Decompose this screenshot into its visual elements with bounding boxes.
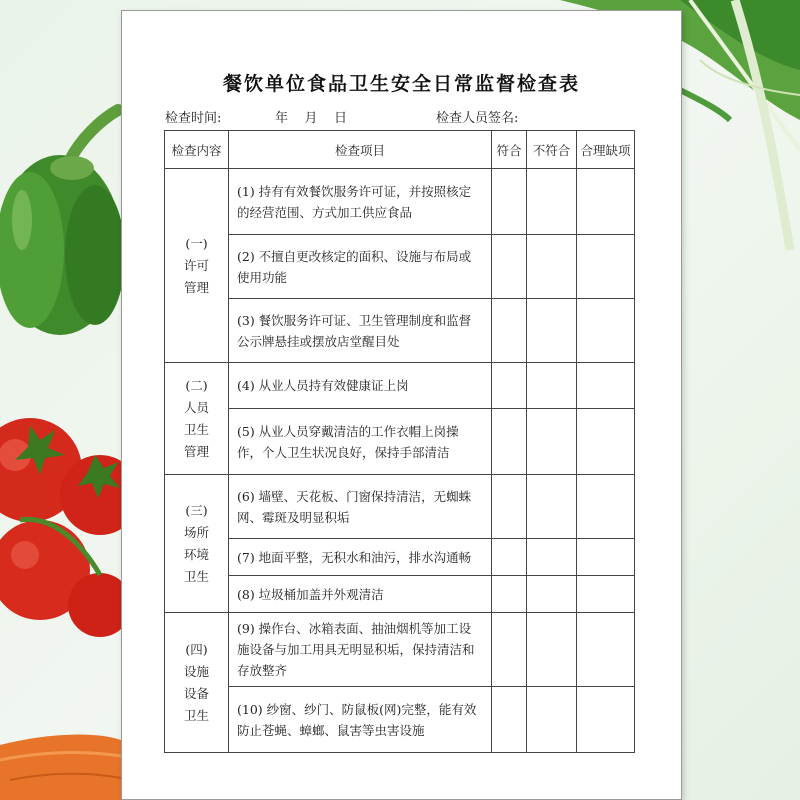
table-row <box>165 363 635 409</box>
category-label: 卫生 <box>183 421 209 437</box>
category-label: 设备 <box>183 685 209 701</box>
nonconform-checkbox-cell[interactable] <box>527 363 577 409</box>
header-conform: 符合 <box>492 131 527 169</box>
table-row <box>165 576 635 613</box>
conform-checkbox-cell[interactable] <box>492 475 527 539</box>
table-row <box>165 613 635 687</box>
reasonable-missing-checkbox-cell[interactable] <box>577 363 635 409</box>
category-label: 卫生 <box>183 707 209 723</box>
carrot-icon <box>0 735 121 800</box>
conform-checkbox-cell[interactable] <box>492 539 527 576</box>
reasonable-missing-checkbox-cell[interactable] <box>577 539 635 576</box>
check-item-text: (2) 不擅自更改核定的面积、设施与布局或使用功能 <box>229 235 492 299</box>
check-item-text: (7) 地面平整，无积水和油污，排水沟通畅 <box>229 539 492 576</box>
conform-checkbox-cell[interactable] <box>492 576 527 613</box>
conform-checkbox-cell[interactable] <box>492 687 527 753</box>
nonconform-checkbox-cell[interactable] <box>527 169 577 235</box>
reasonable-missing-checkbox-cell[interactable] <box>577 409 635 475</box>
table-row <box>165 409 635 475</box>
category-label: 人员 <box>183 399 209 415</box>
form-title: 餐饮单位食品卫生安全日常监督检查表 <box>222 73 580 95</box>
category-number: (三) <box>185 502 208 518</box>
green-pepper-icon <box>0 110 125 335</box>
category-label: 许可 <box>183 257 209 273</box>
nonconform-checkbox-cell[interactable] <box>527 235 577 299</box>
conform-checkbox-cell[interactable] <box>492 299 527 363</box>
category-number: (四) <box>185 641 208 657</box>
reasonable-missing-checkbox-cell[interactable] <box>577 613 635 687</box>
conform-checkbox-cell[interactable] <box>492 613 527 687</box>
table-row <box>165 539 635 576</box>
conform-checkbox-cell[interactable] <box>492 363 527 409</box>
header-reasonable-missing: 合理缺项 <box>577 131 635 169</box>
category-number: (二) <box>185 377 208 393</box>
conform-checkbox-cell[interactable] <box>492 409 527 475</box>
nonconform-checkbox-cell[interactable] <box>527 475 577 539</box>
category-label: 环境 <box>183 546 209 562</box>
category-label: 管理 <box>183 279 209 295</box>
reasonable-missing-checkbox-cell[interactable] <box>577 169 635 235</box>
category-cell <box>165 613 229 753</box>
category-number: (一) <box>185 235 208 251</box>
category-label: 卫生 <box>183 568 209 584</box>
inspection-form-sheet <box>121 10 682 800</box>
header-category: 检查内容 <box>165 131 229 169</box>
table-row <box>165 687 635 753</box>
category-cell <box>165 363 229 475</box>
header-item: 检查项目 <box>229 131 492 169</box>
conform-checkbox-cell[interactable] <box>492 235 527 299</box>
tomato-icon <box>0 418 140 637</box>
nonconform-checkbox-cell[interactable] <box>527 687 577 753</box>
reasonable-missing-checkbox-cell[interactable] <box>577 299 635 363</box>
date-placeholder: 年 月 日 <box>275 111 348 126</box>
nonconform-checkbox-cell[interactable] <box>527 539 577 576</box>
reasonable-missing-checkbox-cell[interactable] <box>577 235 635 299</box>
reasonable-missing-checkbox-cell[interactable] <box>577 475 635 539</box>
check-item-text: (9) 操作台、冰箱表面、抽油烟机等加工设施设备与加工用具无明显积垢，保持清洁和存放整齐 <box>229 613 492 687</box>
reasonable-missing-checkbox-cell[interactable] <box>577 576 635 613</box>
check-item-text: (3) 餐饮服务许可证、卫生管理制度和监督公示牌悬挂或摆放店堂醒目处 <box>229 299 492 363</box>
nonconform-checkbox-cell[interactable] <box>527 613 577 687</box>
category-cell <box>165 169 229 363</box>
table-row <box>165 169 635 235</box>
header-row <box>165 131 635 169</box>
table-row <box>165 299 635 363</box>
checklist-table <box>164 130 635 753</box>
nonconform-checkbox-cell[interactable] <box>527 299 577 363</box>
nonconform-checkbox-cell[interactable] <box>527 409 577 475</box>
table-row <box>165 235 635 299</box>
check-item-text: (8) 垃圾桶加盖并外观清洁 <box>229 576 492 613</box>
check-item-text: (4) 从业人员持有效健康证上岗 <box>229 363 492 409</box>
inspector-signature-label: 检查人员签名: <box>436 111 519 126</box>
check-item-text: (1) 持有有效餐饮服务许可证，并按照核定的经营范围、方式加工供应食品 <box>229 169 492 235</box>
check-item-text: (10) 纱窗、纱门、防鼠板(网)完整，能有效防止苍蝇、蟑螂、鼠害等虫害设施 <box>229 687 492 753</box>
category-label: 场所 <box>183 524 209 540</box>
inspect-time-label: 检查时间: <box>165 111 222 126</box>
table-row <box>165 475 635 539</box>
header-nonconform: 不符合 <box>527 131 577 169</box>
category-cell <box>165 475 229 613</box>
conform-checkbox-cell[interactable] <box>492 169 527 235</box>
reasonable-missing-checkbox-cell[interactable] <box>577 687 635 753</box>
check-item-text: (6) 墙壁、天花板、门窗保持清洁，无蜘蛛网、霉斑及明显积垢 <box>229 475 492 539</box>
category-label: 设施 <box>183 663 209 679</box>
nonconform-checkbox-cell[interactable] <box>527 576 577 613</box>
category-label: 管理 <box>183 443 209 459</box>
check-item-text: (5) 从业人员穿戴清洁的工作衣帽上岗操作，个人卫生状况良好，保持手部清洁 <box>229 409 492 475</box>
